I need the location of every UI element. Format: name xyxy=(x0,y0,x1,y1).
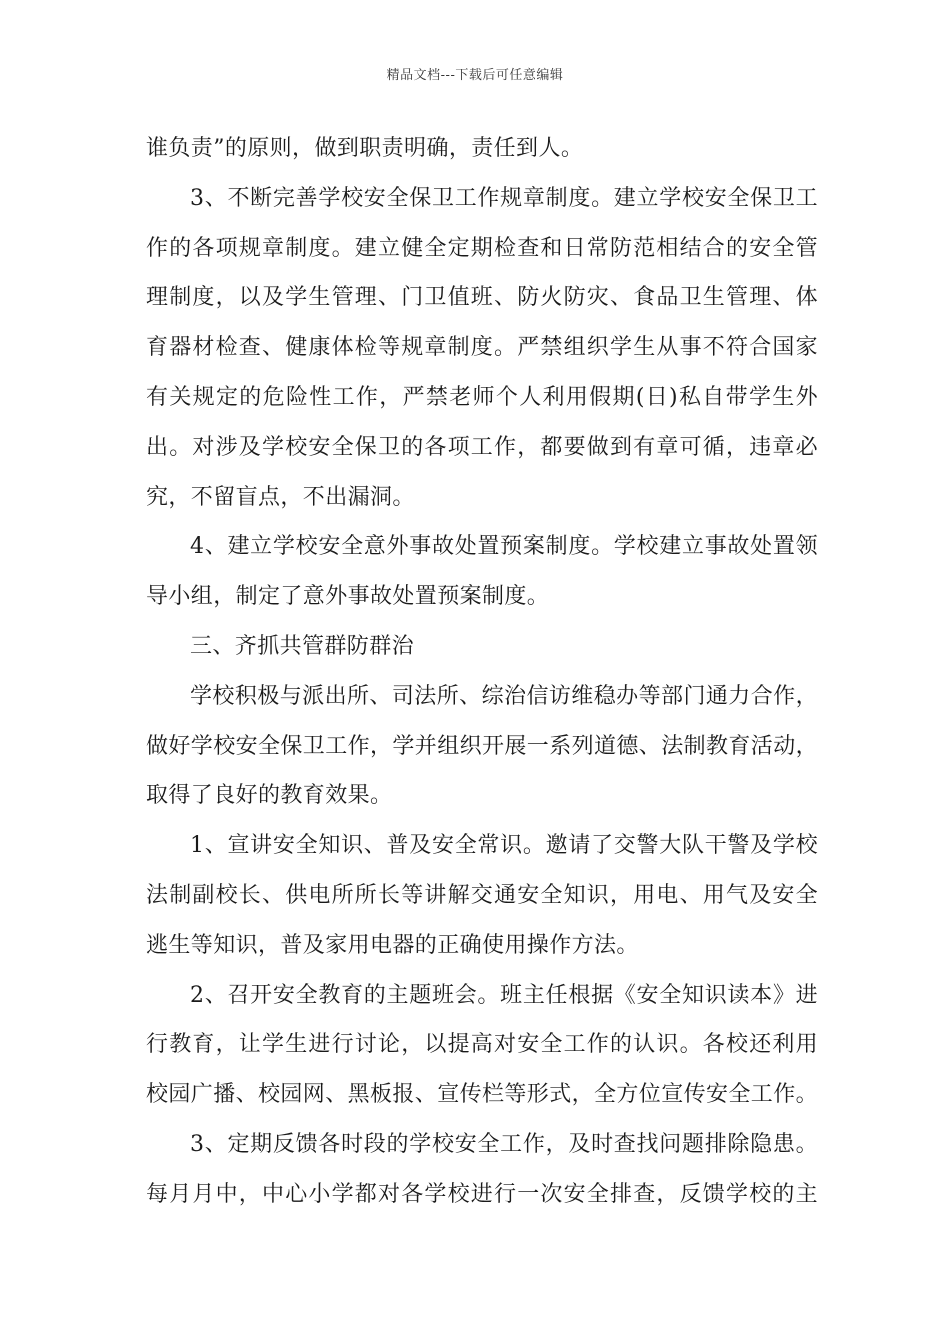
text-line: 3、定期反馈各时段的学校安全工作，及时查找问题排除隐患。 xyxy=(190,1131,818,1157)
text-line: 行教育，让学生进行讨论，以提高对安全工作的认识。各校还利用 xyxy=(146,1032,818,1058)
text-line: 导小组，制定了意外事故处置预案制度。 xyxy=(146,584,550,610)
text-line: 4、建立学校安全意外事故处置预案制度。学校建立事故处置领 xyxy=(190,534,818,560)
page-header: 精品文档---下载后可任意编辑 xyxy=(386,68,564,83)
text-line: 理制度，以及学生管理、门卫值班、防火防灾、食品卫生管理、体 xyxy=(146,285,818,311)
text-line: 取得了良好的教育效果。 xyxy=(146,783,393,809)
text-line: 每月月中，中心小学都对各学校进行一次安全排查，反馈学校的主 xyxy=(146,1181,818,1207)
section-heading: 三、齐抓共管群防群治 xyxy=(190,633,415,659)
text-line: 逃生等知识，普及家用电器的正确使用操作方法。 xyxy=(146,932,639,958)
text-line: 1、宣讲安全知识、普及安全常识。邀请了交警大队干警及学校 xyxy=(190,833,818,859)
text-line: 3、不断完善学校安全保卫工作规章制度。建立学校安全保卫工 xyxy=(190,185,818,211)
text-line: 谁负责”的原则，做到职责明确，责任到人。 xyxy=(146,136,584,161)
text-line: 作的各项规章制度。建立健全定期检查和日常防范相结合的安全管 xyxy=(146,235,818,261)
text-line: 育器材检查、健康体检等规章制度。严禁组织学生从事不符合国家 xyxy=(146,335,818,361)
text-line: 究，不留盲点，不出漏洞。 xyxy=(146,484,415,510)
text-line: 学校积极与派出所、司法所、综治信访维稳办等部门通力合作， xyxy=(190,683,818,709)
text-line: 校园广播、校园网、黑板报、宣传栏等形式，全方位宣传安全工作。 xyxy=(146,1082,819,1108)
text-line: 2、召开安全教育的主题班会。班主任根据《安全知识读本》进 xyxy=(190,982,818,1008)
text-line: 法制副校长、供电所所长等讲解交通安全知识，用电、用气及安全 xyxy=(146,882,818,908)
text-line: 出。对涉及学校安全保卫的各项工作，都要做到有章可循，违章必 xyxy=(146,434,818,460)
document-body xyxy=(146,124,818,1220)
text-line: 有关规定的危险性工作，严禁老师个人利用假期(日)私自带学生外 xyxy=(146,384,818,410)
text-line: 做好学校安全保卫工作，学并组织开展一系列道德、法制教育活动， xyxy=(146,733,819,759)
